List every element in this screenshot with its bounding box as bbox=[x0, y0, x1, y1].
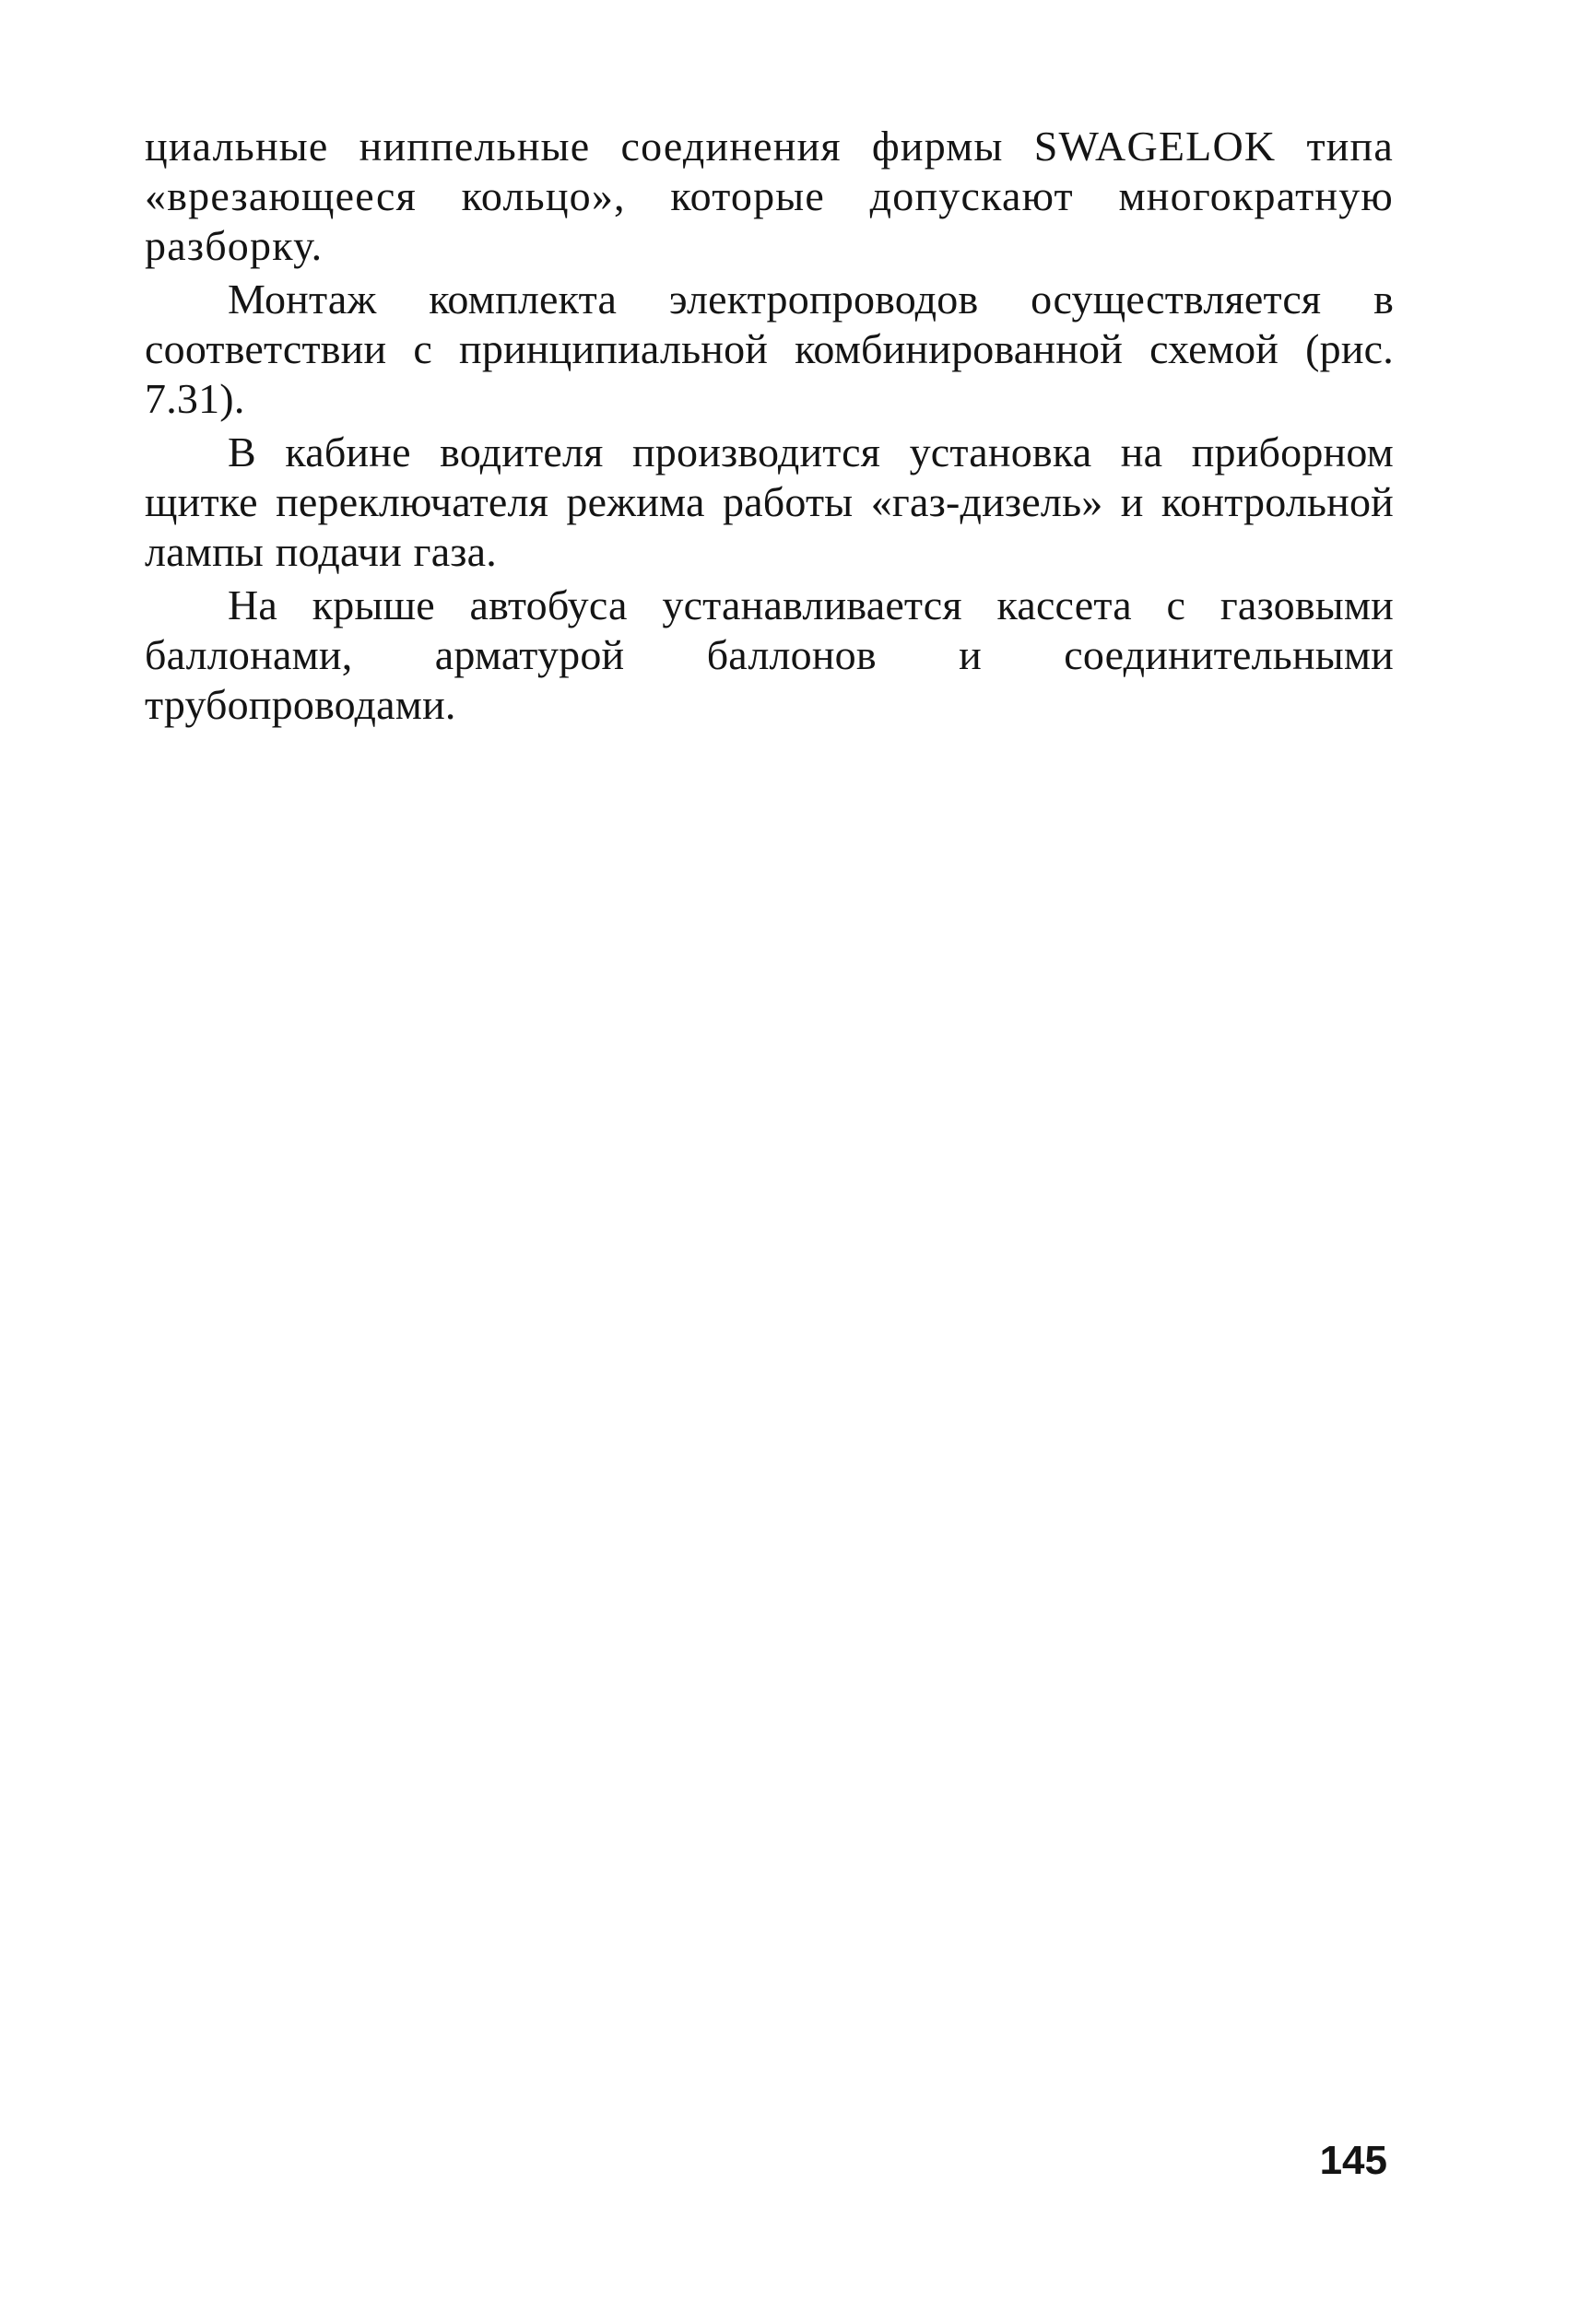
page-number: 145 bbox=[1319, 2138, 1387, 2183]
paragraph-3: В кабине водителя производится установка на приборном щитке переключателя режима работы «газ-дизель» и контрольной лампы подачи газа. bbox=[145, 428, 1394, 575]
body-text bbox=[145, 122, 1394, 730]
paragraph-4: На крыше автобуса устанавливается кассета с газовыми баллонами, арматурой баллонов и соединительными трубопроводами. bbox=[145, 581, 1394, 728]
paragraph-1: циальные ниппельные соединения фирмы SWAGELOK типа «врезающееся кольцо», которые допускают многократную разборку. bbox=[145, 123, 1394, 269]
paragraph-2: Монтаж комплекта электропроводов осуществляется в соответствии с принципиальной комбинированной схемой (рис. 7.31). bbox=[145, 276, 1394, 422]
